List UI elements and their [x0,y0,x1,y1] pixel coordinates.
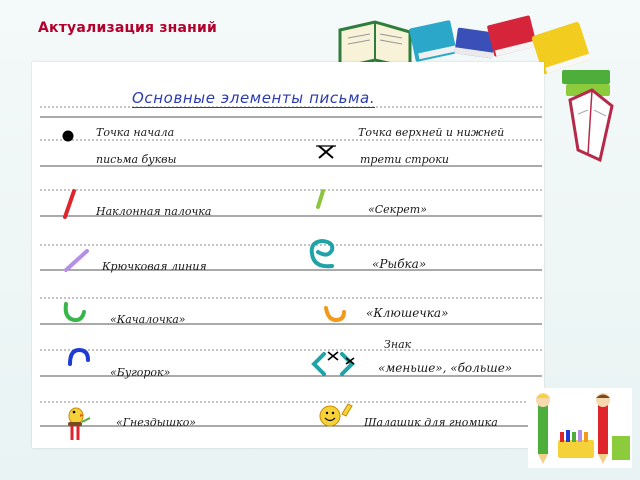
label-hut: Шалашик для гномика [364,416,498,429]
label-secret: «Секрет» [368,203,427,216]
teal-book-icon [409,20,459,62]
label-less-more-2: «меньше», «больше» [378,361,513,375]
label-key: «Клюшечка» [366,306,449,320]
label-hump: «Бугорок» [110,366,171,379]
violet-hook-stroke-icon [62,248,90,274]
label-dot-top-bottom-2: трети строки [360,153,449,166]
cross-mark-icon [316,142,336,162]
smiley-icon [316,400,356,428]
ruled-lines [32,62,544,448]
red-slant-stroke-icon [60,188,80,220]
pencil-girl-icon [536,393,550,464]
label-nest: «Гнездышко» [116,416,197,429]
label-dot-top-bottom-1: Точка верхней и нижней [358,126,505,139]
sheet-heading: Основные элементы письма. [132,89,376,107]
label-dot-start-2: письма буквы [96,153,177,166]
label-hook-line: Крючковая линия [102,260,207,273]
blue-hump-stroke-icon [66,346,92,368]
red-book-icon [487,15,537,57]
label-swing: «Качалочка» [110,313,186,326]
green-swing-stroke-icon [60,300,88,326]
green-short-stroke-icon [312,188,328,210]
less-more-signs-icon [310,348,370,378]
black-dot-icon [60,128,76,144]
slide-title: Актуализация знаний [38,20,218,36]
label-fish: «Рыбка» [372,257,427,271]
label-dot-start-1: Точка начала [96,126,175,139]
pencil-boy-icon [596,393,610,464]
writing-sheet [32,62,544,448]
flipping-book-icon [570,90,612,160]
kids-with-pencils-illustration [528,388,632,468]
orange-key-stroke-icon [322,304,348,324]
teal-fish-stroke-icon [306,236,340,272]
bird-icon [62,402,92,444]
label-slant-stick: Наклонная палочка [96,205,212,218]
label-less-more-1: Знак [384,338,412,351]
